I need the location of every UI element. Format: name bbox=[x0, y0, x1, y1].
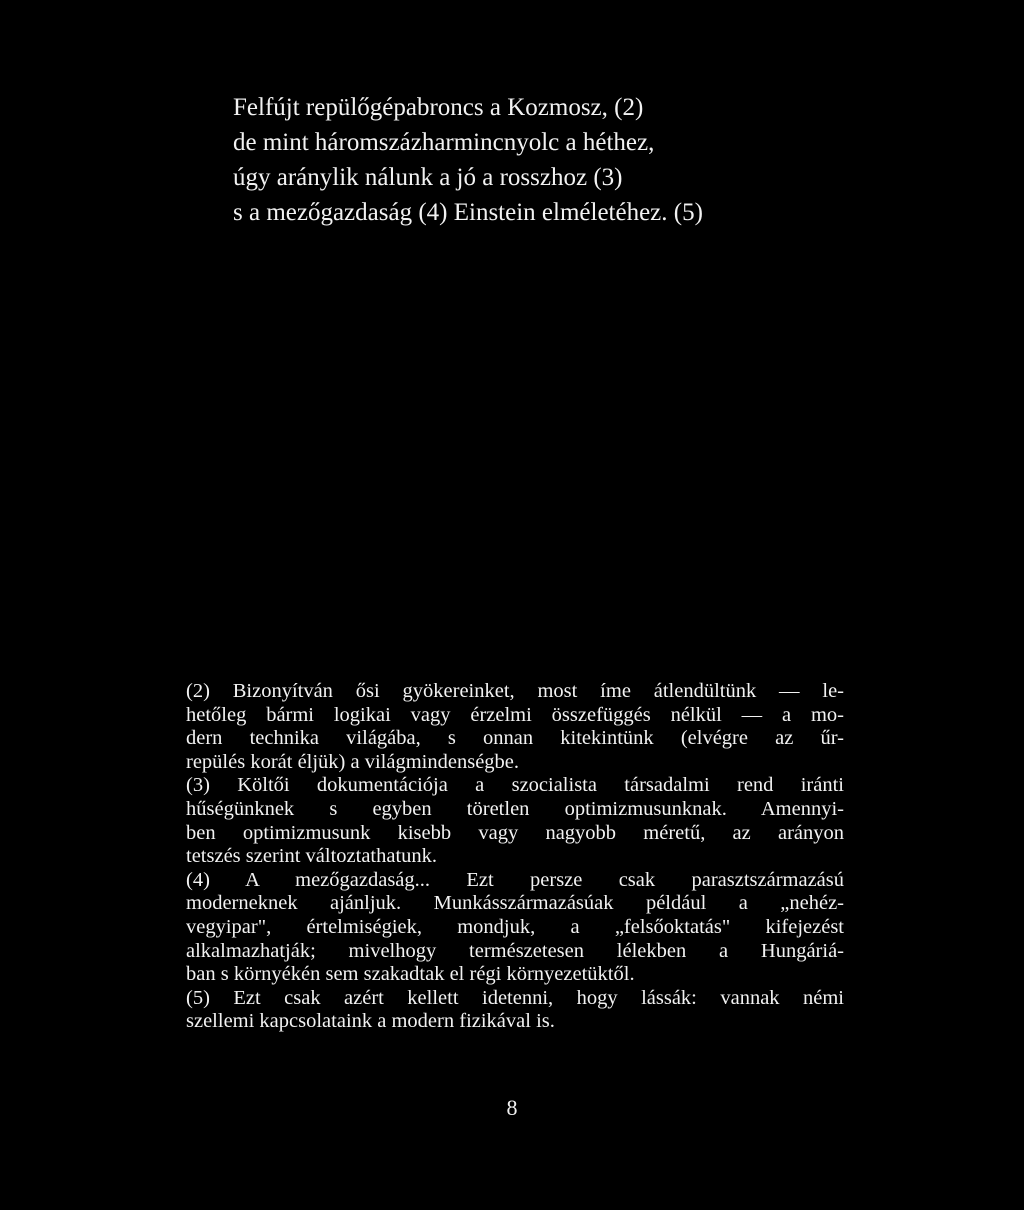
footnote-line: dern technika világába, s onnan kitekintünk (elvégre az űr- bbox=[186, 727, 844, 750]
footnote-line: repülés korát éljük) a világmindenségbe. bbox=[186, 750, 520, 773]
poem-line: úgy aránylik nálunk a jó a rosszhoz (3) bbox=[233, 164, 623, 191]
poem-line: de mint háromszázharmincnyolc a héthez, bbox=[233, 129, 655, 156]
footnote-line: (3) Költői dokumentációja a szocialista társadalmi rend iránti bbox=[186, 774, 844, 797]
poem-line: Felfújt repülőgépabroncs a Kozmosz, (2) bbox=[233, 94, 644, 121]
footnote-line: (5) Ezt csak azért kellett idetenni, hogy lássák: vannak némi bbox=[186, 986, 844, 1009]
footnote-line: hetőleg bármi logikai vagy érzelmi összefüggés nélkül — a mo- bbox=[186, 703, 844, 726]
footnote-line: (4) A mezőgazdaság... Ezt persze csak parasztszármazású bbox=[186, 868, 844, 891]
footnote-line: alkalmazhatják; mivelhogy természetesen lélekben a Hungáriá- bbox=[186, 939, 844, 962]
page-number: 8 bbox=[506, 1095, 518, 1120]
footnote-line: szellemi kapcsolataink a modern fizikával is. bbox=[186, 1010, 555, 1033]
footnote-line: moderneknek ajánljuk. Munkásszármazásúak például a „nehéz- bbox=[186, 892, 844, 915]
footnote-line: ben optimizmusunk kisebb vagy nagyobb méretű, az arányon bbox=[186, 821, 844, 844]
footnotes bbox=[186, 680, 844, 1034]
footnote-line: vegyipar", értelmiségiek, mondjuk, a „felsőoktatás" kifejezést bbox=[186, 915, 844, 938]
poem-line: s a mezőgazdaság (4) Einstein elméletéhez. (5) bbox=[233, 199, 703, 226]
footnote-line: tetszés szerint változtathatunk. bbox=[186, 845, 438, 868]
footnote-line: hűségünknek s egyben töretlen optimizmusunknak. Amennyi- bbox=[186, 797, 844, 820]
footnote-line: (2) Bizonyítván ősi gyökereinket, most íme átlendültünk — le- bbox=[186, 680, 844, 702]
poem-stanza bbox=[233, 90, 833, 230]
footnote-line: ban s környékén sem szakadtak el régi környezetüktől. bbox=[186, 963, 635, 986]
